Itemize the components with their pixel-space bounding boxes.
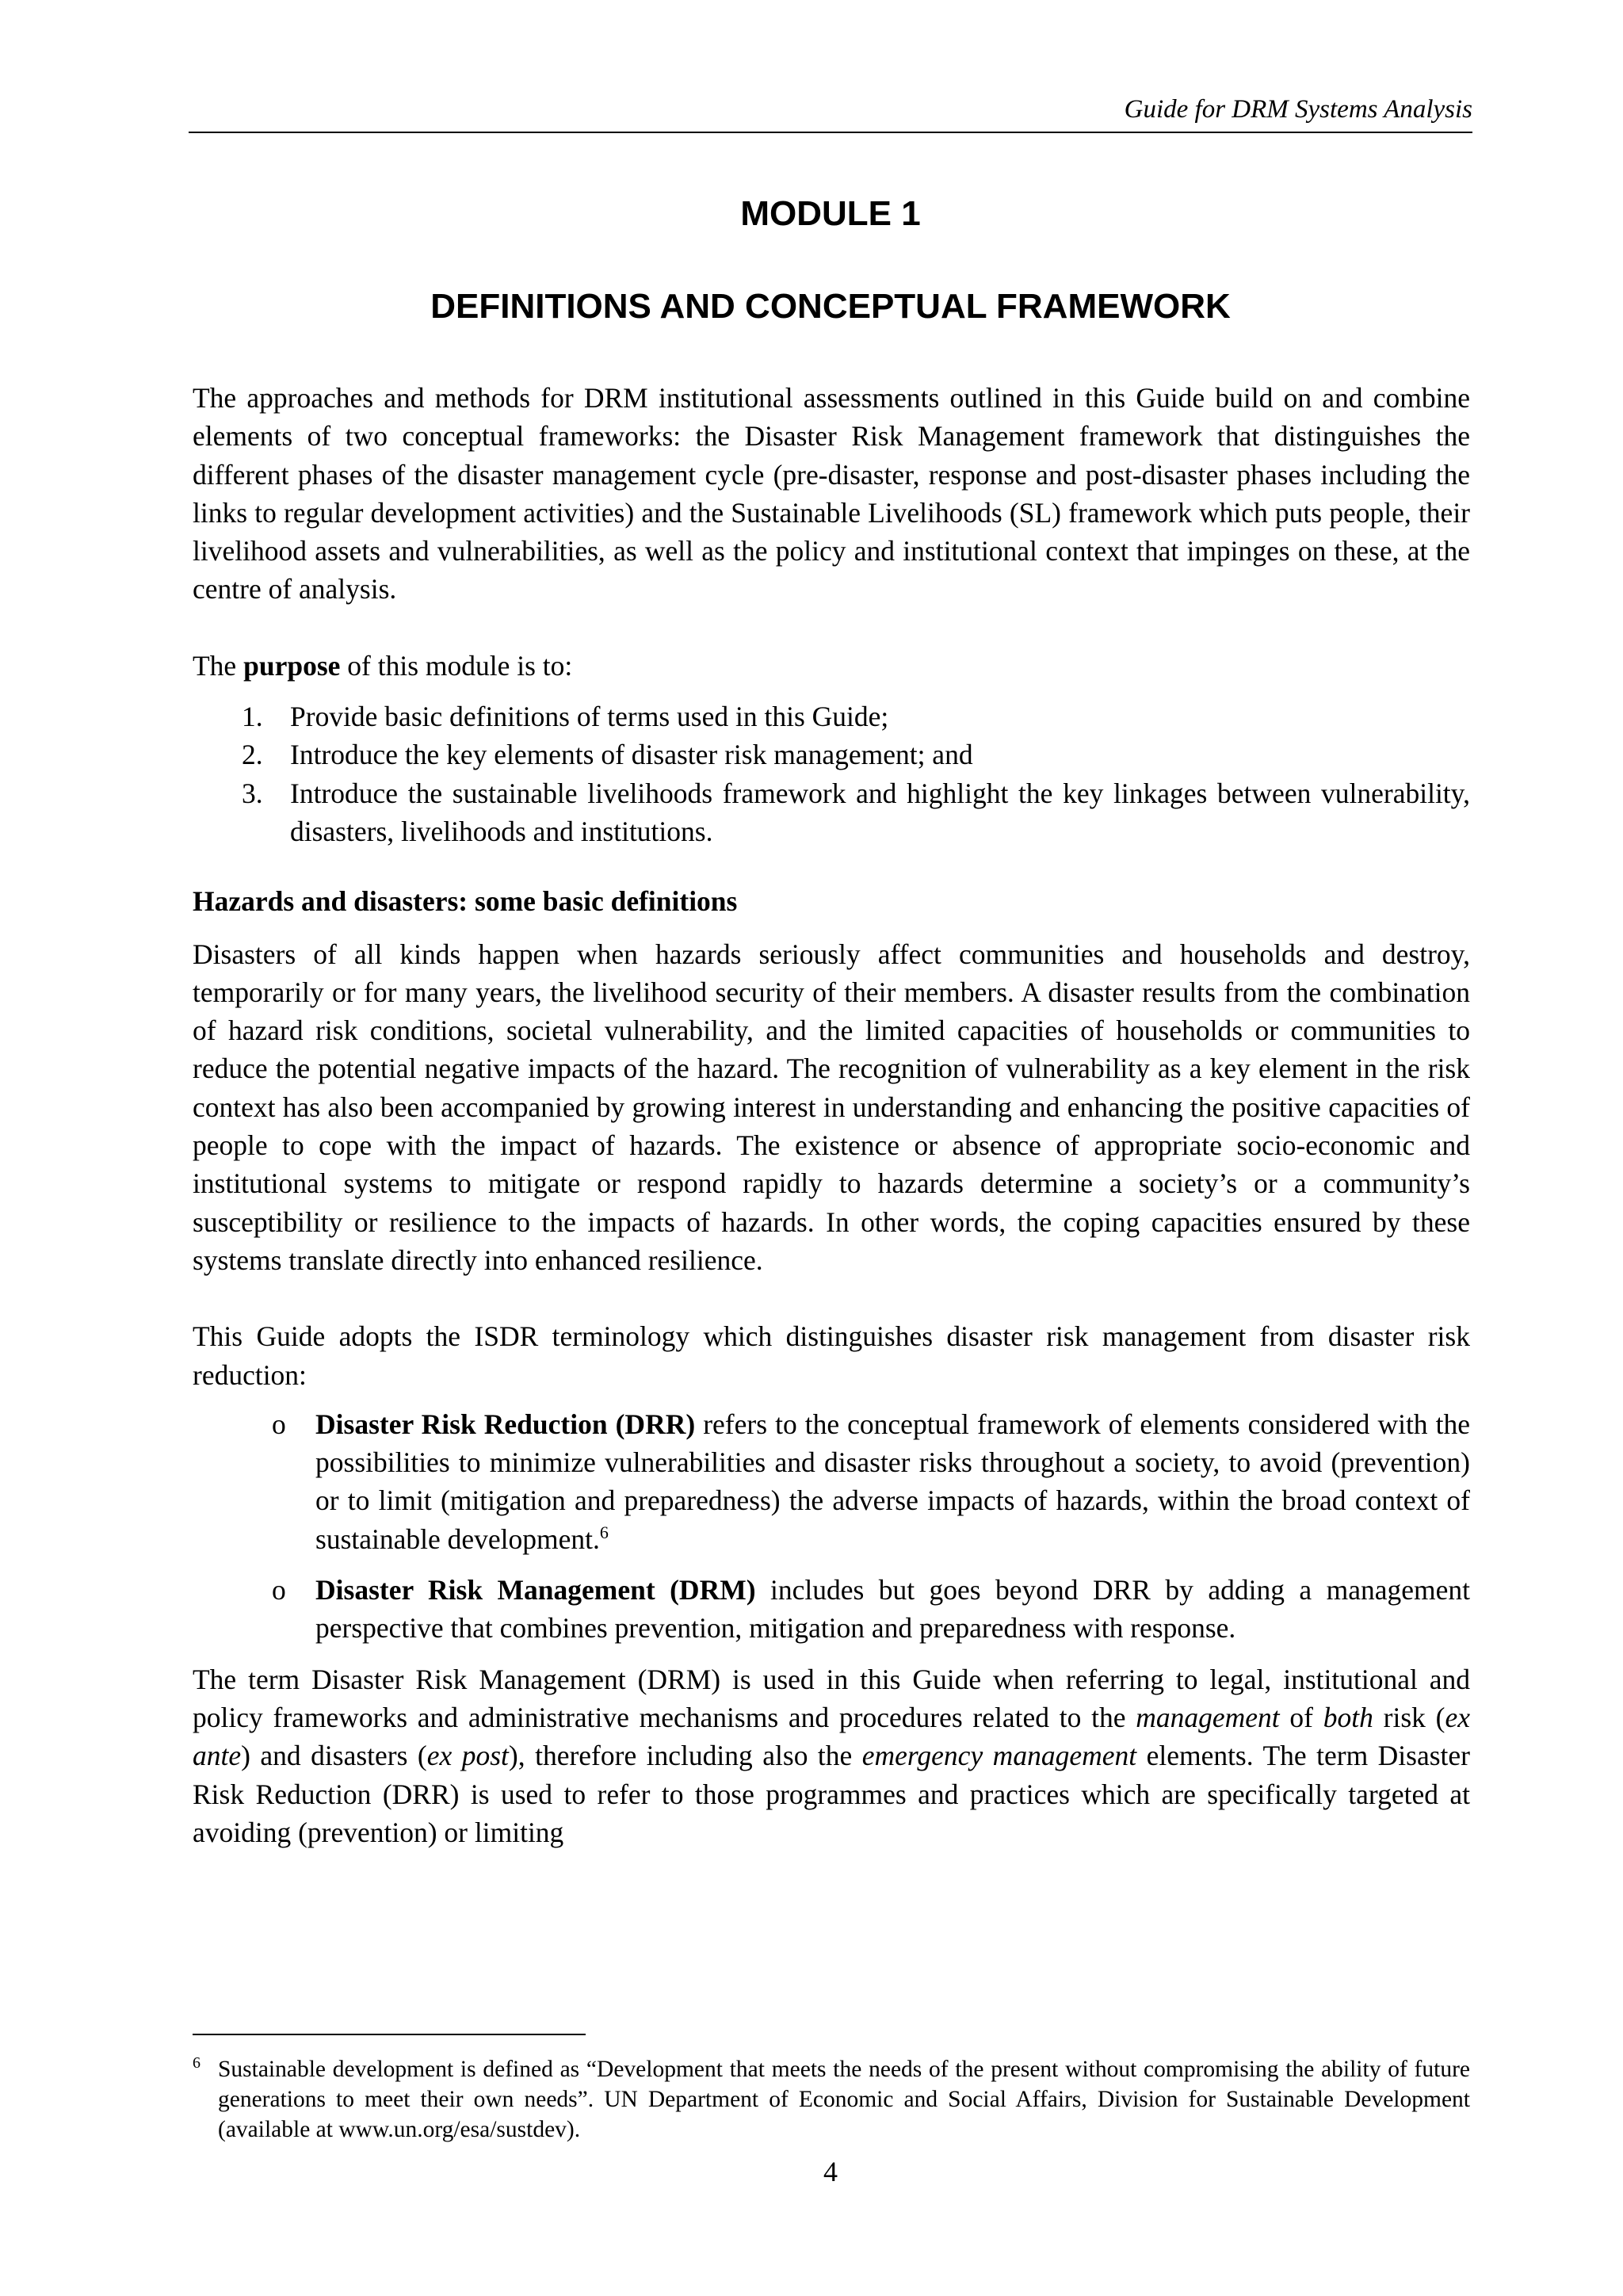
definition-item-drm — [193, 1571, 1470, 1648]
running-header: Guide for DRM Systems Analysis — [1124, 95, 1472, 124]
footnote-reference: 6 — [599, 1522, 609, 1542]
bullet-icon: o — [272, 1574, 286, 1606]
list-item — [193, 735, 1470, 774]
list-item-text: Introduce the key elements of disaster risk management; and — [290, 739, 973, 771]
definition-text: refers to the conceptual framework of elements considered with the possibilities to minimize vulnerabilities and disaster risks throughout a society, to avoid (prevention) or to limit (mitigation and preparedness) the adverse impacts of hazards, within the broad context of sustainable development. — [315, 1408, 1470, 1555]
section-heading: Hazards and disasters: some basic definitions — [193, 885, 738, 918]
section-paragraph-2: This Guide adopts the ISDR terminology which distinguishes disaster risk management from disaster risk reduction: — [193, 1320, 1470, 1391]
module-number: MODULE 1 — [740, 194, 921, 233]
definition-item-drr — [193, 1405, 1470, 1558]
definitions-list — [193, 1405, 1470, 1648]
list-item-text: Provide basic definitions of terms used in this Guide; — [290, 701, 889, 733]
footnote-mark: 6 — [193, 2054, 200, 2072]
section-paragraph-1: Disasters of all kinds happen when hazards seriously affect communities and households and destroy, temporarily or for many years, the livelihood security of their members. A disaster results from the combination of hazard risk conditions, societal vulnerability, and the limited capacities of households or communities to reduce the potential negative impacts of the hazard. The recognition of vulnerability as a key element in the risk context has also been accompanied by growing interest in understanding and enhancing the positive capacities of people to cope with the impact of hazards. The existence or absence of appropriate socio-economic and institutional systems to mitigate or respond rapidly to hazards determine a society’s or a community’s susceptibility or resilience to the impacts of hazards. In other words, the coping capacities ensured by these systems translate directly into enhanced resilience. — [193, 938, 1470, 1276]
list-item — [193, 774, 1470, 851]
list-number: 2. — [242, 739, 263, 771]
purpose-post: of this module is to: — [340, 649, 573, 682]
footnote-text: Sustainable development is defined as “Development that meets the needs of the present without compromising the ability of future generations to meet their own needs”. UN Department of Economic and Social Affairs, Division for Sustainable Development (available at www.un.org/esa/sustdev). — [218, 2057, 1470, 2142]
list-number: 1. — [242, 701, 263, 733]
list-item-text: Introduce the sustainable livelihoods framework and highlight the key linkages between vulnerability, disasters, livelihoods and institutions. — [290, 777, 1470, 847]
body-text — [193, 379, 1470, 1851]
footnote-rule — [193, 2034, 586, 2035]
purpose-intro — [193, 647, 1470, 685]
intro-paragraph: The approaches and methods for DRM institutional assessments outlined in this Guide build on and combine elements of two conceptual frameworks: the Disaster Risk Management framework that distinguishes the different phases of the disaster management cycle (pre-disaster, response and post-disaster phases including the links to regular development activities) and the Sustainable Livelihoods (SL) framework which puts people, their livelihood assets and vulnerabilities, as well as the policy and institutional context that impinges on these, at the centre of analysis. — [193, 382, 1470, 606]
definition-term: Disaster Risk Reduction (DRR) — [315, 1408, 696, 1440]
header-rule — [189, 132, 1472, 133]
module-title: DEFINITIONS AND CONCEPTUAL FRAMEWORK — [430, 287, 1231, 326]
list-number: 3. — [242, 777, 263, 809]
definition-term: Disaster Risk Management (DRM) — [315, 1574, 756, 1606]
bullet-icon: o — [272, 1408, 286, 1440]
page-number: 4 — [823, 2156, 838, 2187]
purpose-list — [193, 697, 1470, 850]
footnote — [193, 2054, 1470, 2145]
definition-text: includes but goes beyond DRR by adding a management perspective that combines prevention, mitigation and preparedness with response. — [315, 1574, 1470, 1645]
list-item — [193, 697, 1470, 735]
purpose-pre: The — [193, 649, 244, 682]
purpose-bold: purpose — [243, 649, 341, 682]
section-paragraph-3: The term Disaster Risk Management (DRM) is used in this Guide when referring to legal, institutional and policy frameworks and administrative mechanisms and procedures related to the management of both risk (ex ante) and disasters (ex post), therefore including also the emergency management elements. The term Disaster Risk Reduction (DRR) is used to refer to those programmes and practices which are specifically targeted at avoiding (prevention) or limiting — [193, 1663, 1470, 1848]
